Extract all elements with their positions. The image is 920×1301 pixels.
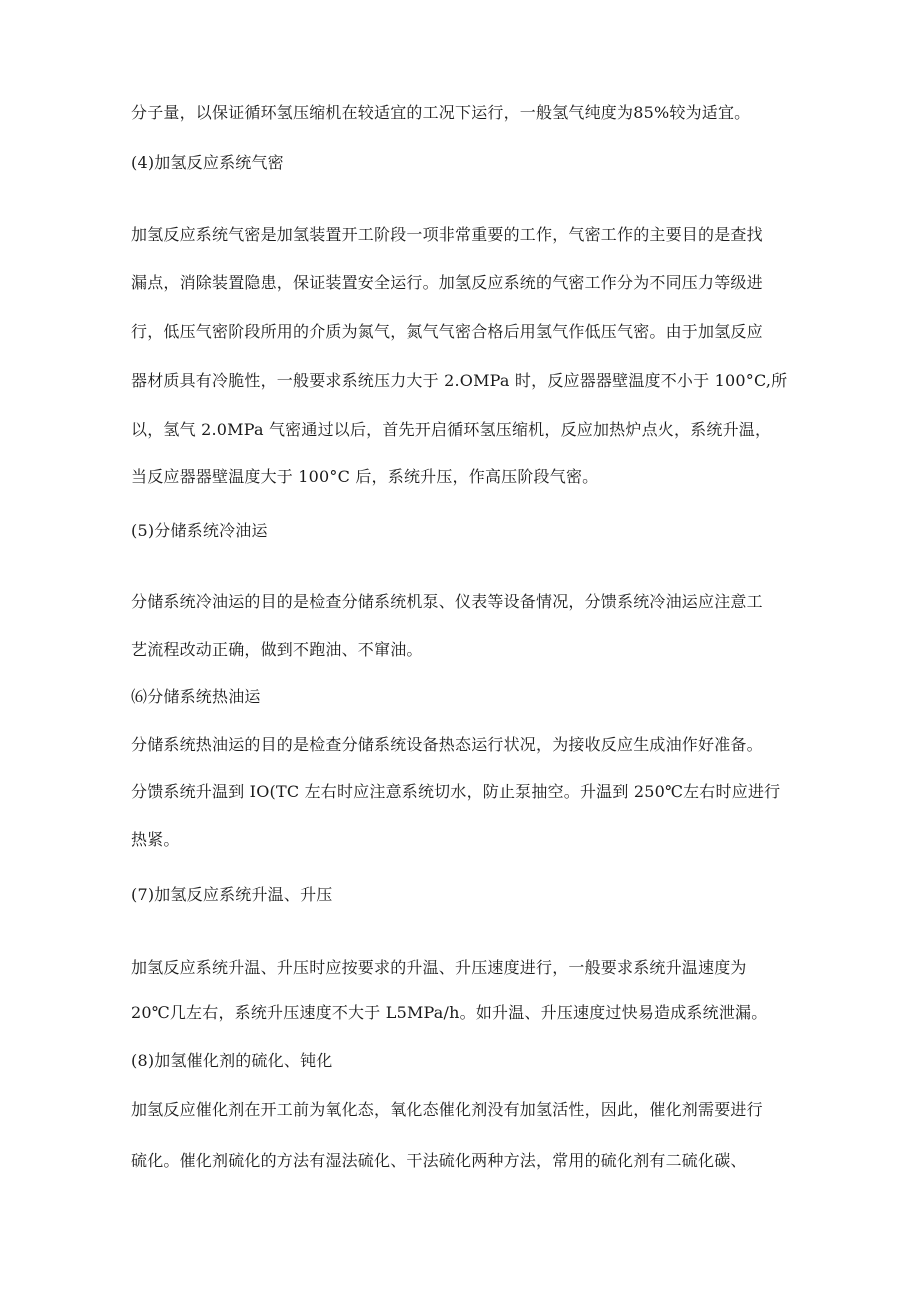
section-heading: ⑹分储系统热油运: [131, 687, 261, 706]
section-heading: (8)加氢催化剂的硫化、钝化: [131, 1051, 333, 1070]
text-line: 加氢反应催化剂在开工前为氧化态，氧化态催化剂没有加氢活性，因此，催化剂需要进行: [131, 1100, 763, 1119]
text-line: 艺流程改动正确，做到不跑油、不窜油。: [131, 640, 423, 659]
text-line: 漏点，消除装置隐患，保证装置安全运行。加氢反应系统的气密工作分为不同压力等级进: [131, 273, 763, 292]
text-line: 分馈系统升温到 IO(TC 左右时应注意系统切水，防止泵抽空。升温到 250℃左右时应进行: [131, 782, 781, 801]
text-line: 加氢反应系统气密是加氢装置开工阶段一项非常重要的工作，气密工作的主要目的是查找: [131, 225, 763, 244]
text-line: 热紧。: [131, 830, 180, 849]
text-line: 行，低压气密阶段所用的介质为氮气，氮气气密合格后用氢气作低压气密。由于加氢反应: [131, 322, 763, 341]
section-heading: (7)加氢反应系统升温、升压: [131, 885, 333, 904]
text-line: 器材质具有冷脆性，一般要求系统压力大于 2.OMPa 时，反应器器壁温度不小于 100°C,所: [131, 371, 788, 390]
section-heading: (5)分储系统冷油运: [131, 521, 268, 540]
text-line: 分子量，以保证循环氢压缩机在较适宜的工况下运行，一般氢气纯度为85%较为适宜。: [131, 103, 751, 122]
text-line: 分储系统冷油运的目的是检查分储系统机泵、仪表等设备情况，分馈系统冷油运应注意工: [131, 592, 763, 611]
text-line: 20℃几左右，系统升压速度不大于 L5MPa/h。如升温、升压速度过快易造成系统泄漏。: [131, 1003, 768, 1022]
text-line: 当反应器器壁温度大于 100°C 后，系统升压，作高压阶段气密。: [131, 467, 599, 486]
text-line: 分储系统热油运的目的是检查分储系统设备热态运行状况，为接收反应生成油作好准备。: [131, 735, 763, 754]
text-line: 加氢反应系统升温、升压时应按要求的升温、升压速度进行，一般要求系统升温速度为: [131, 958, 747, 977]
text-line: 以，氢气 2.0MPa 气密通过以后，首先开启循环氢压缩机，反应加热炉点火，系统升温，: [131, 420, 772, 439]
text-line: 硫化。催化剂硫化的方法有湿法硫化、干法硫化两种方法，常用的硫化剂有二硫化碳、: [131, 1151, 747, 1170]
section-heading: (4)加氢反应系统气密: [131, 153, 284, 172]
